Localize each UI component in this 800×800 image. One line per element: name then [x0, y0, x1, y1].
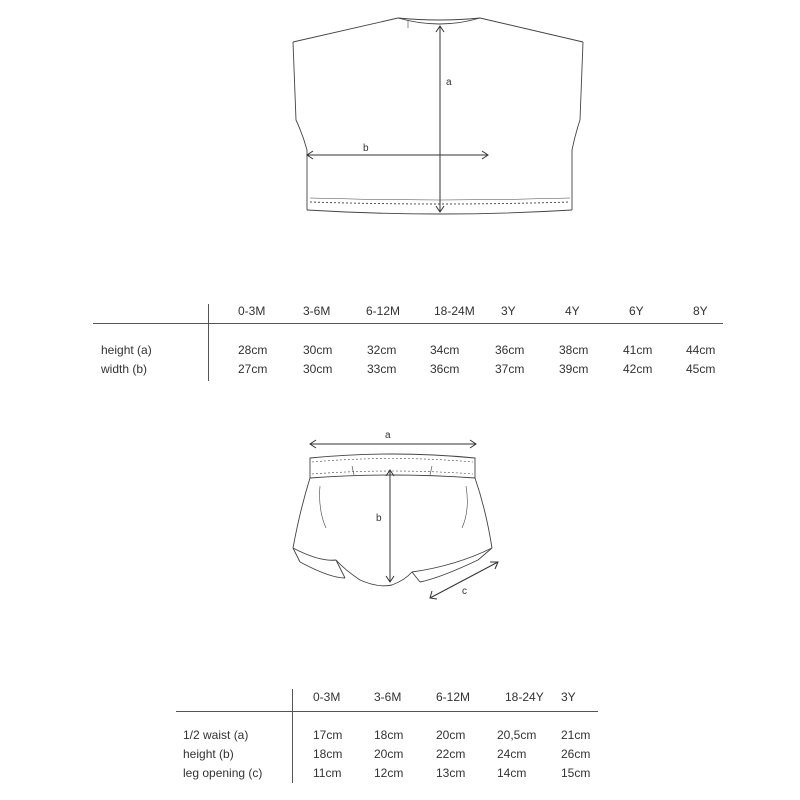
table-cell: 26cm — [561, 747, 591, 761]
table-cell: 20,5cm — [497, 728, 537, 742]
table-cell: 27cm — [238, 362, 268, 376]
table-cell: 37cm — [495, 362, 525, 376]
row-label: leg opening (c) — [183, 766, 263, 780]
table-cell: 13cm — [436, 766, 466, 780]
table-cell: 45cm — [686, 362, 716, 376]
column-header: 0-3M — [313, 690, 341, 704]
table-cell: 24cm — [497, 747, 527, 761]
table-cell: 36cm — [495, 343, 525, 357]
table-cell: 38cm — [559, 343, 589, 357]
column-header: 3Y — [561, 690, 576, 704]
column-header: 0-3M — [238, 304, 266, 318]
label-b: b — [376, 513, 382, 524]
table-cell: 39cm — [559, 362, 589, 376]
table-cell: 33cm — [367, 362, 397, 376]
column-header: 3-6M — [374, 690, 402, 704]
column-header: 3-6M — [303, 304, 331, 318]
column-header: 6Y — [629, 304, 644, 318]
column-header: 18-24Y — [505, 690, 544, 704]
column-header: 6-12M — [366, 304, 401, 318]
table-cell: 42cm — [623, 362, 653, 376]
row-label: width (b) — [101, 362, 148, 376]
label-a: a — [446, 77, 452, 88]
row-label: 1/2 waist (a) — [183, 728, 249, 742]
table-cell: 18cm — [313, 747, 343, 761]
table-cell: 20cm — [436, 728, 466, 742]
column-header: 3Y — [501, 304, 516, 318]
table-cell: 32cm — [367, 343, 397, 357]
table-cell: 18cm — [374, 728, 404, 742]
table-cell: 22cm — [436, 747, 466, 761]
table-cell: 30cm — [303, 362, 333, 376]
table-cell: 28cm — [238, 343, 268, 357]
row-label: height (a) — [101, 343, 152, 357]
table-cell: 15cm — [561, 766, 591, 780]
table-cell: 17cm — [313, 728, 343, 742]
table-cell: 36cm — [430, 362, 460, 376]
column-header: 18-24M — [434, 304, 475, 318]
column-header: 8Y — [693, 304, 708, 318]
table-cell: 11cm — [313, 766, 342, 780]
column-header: 4Y — [565, 304, 580, 318]
table-cell: 21cm — [561, 728, 591, 742]
table-cell: 12cm — [374, 766, 404, 780]
table-divider-vertical — [292, 689, 293, 783]
row-label: height (b) — [183, 747, 234, 761]
table-cell: 30cm — [303, 343, 333, 357]
table-cell: 20cm — [374, 747, 404, 761]
table-divider-horizontal — [176, 711, 598, 712]
table-cell: 41cm — [623, 343, 653, 357]
table-cell: 34cm — [430, 343, 460, 357]
table-cell: 44cm — [686, 343, 716, 357]
label-c: c — [462, 586, 467, 597]
column-header: 6-12M — [436, 690, 471, 704]
label-a: a — [385, 430, 391, 441]
table-cell: 14cm — [497, 766, 527, 780]
label-b: b — [363, 143, 369, 154]
